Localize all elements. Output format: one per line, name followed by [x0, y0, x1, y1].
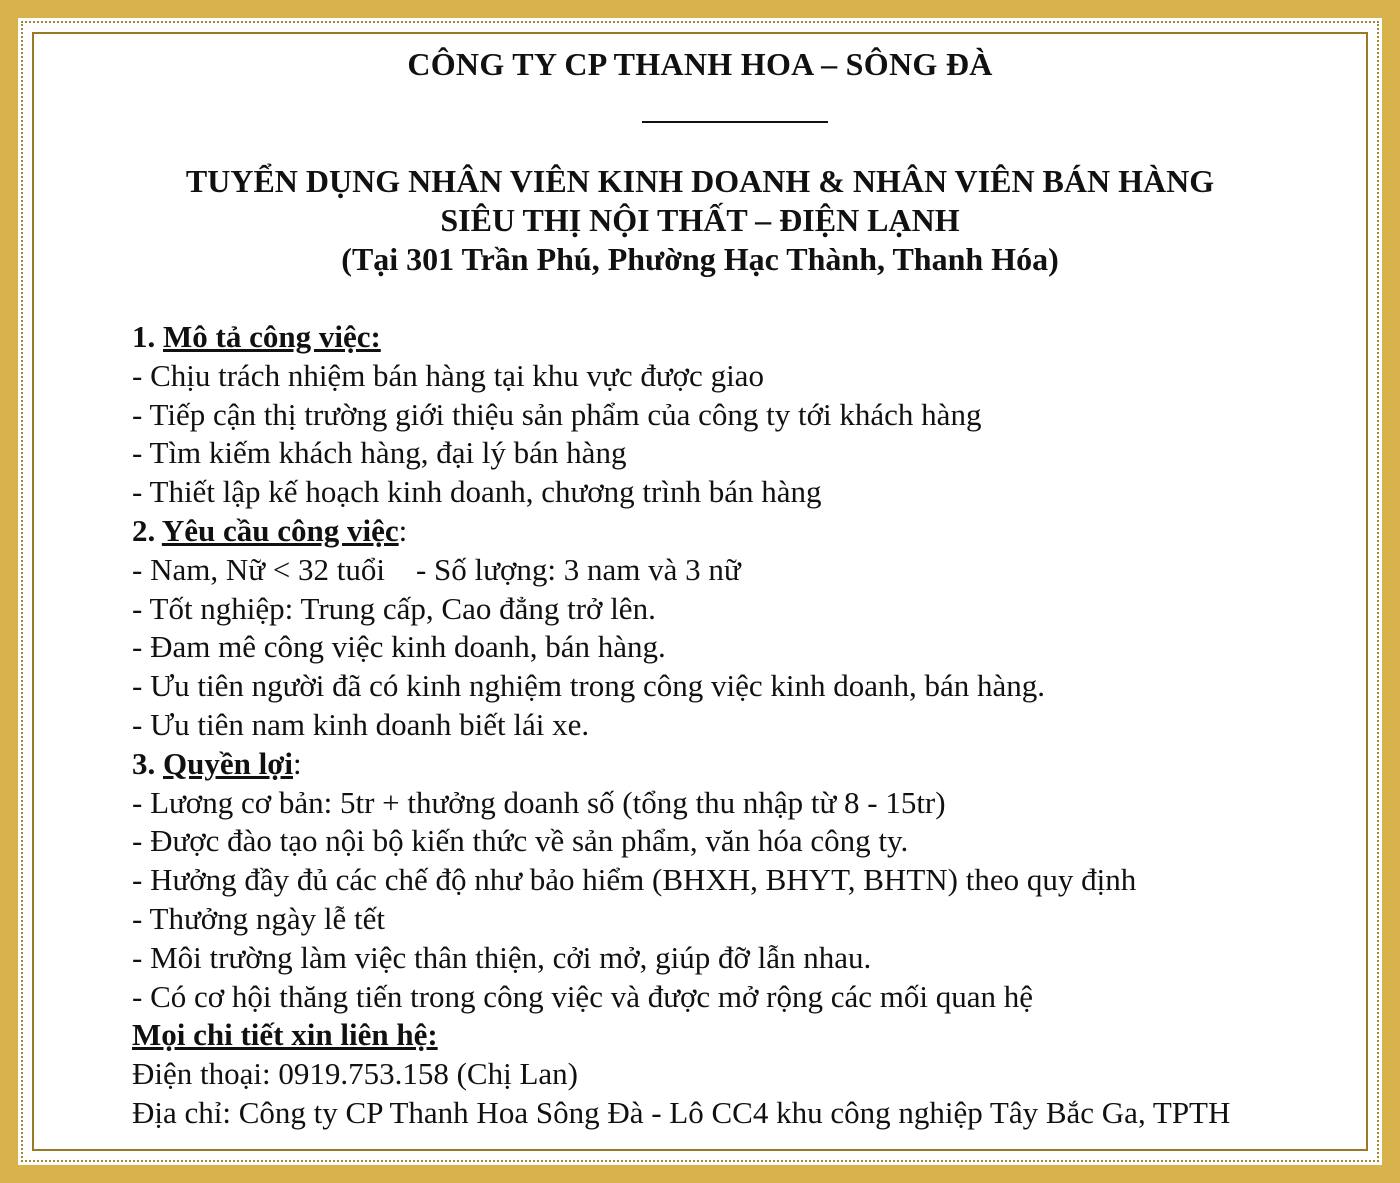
list-item: - Lương cơ bản: 5tr + thưởng doanh số (tổng thu nhập từ 8 - 15tr)	[132, 784, 946, 820]
section-number: 2.	[132, 512, 162, 548]
list-item: - Thưởng ngày lễ tết	[132, 900, 386, 936]
list-item: - Ưu tiên nam kinh doanh biết lái xe.	[132, 706, 590, 742]
section-number: 3.	[132, 745, 163, 781]
section-heading-job-description	[132, 318, 1372, 357]
list-item: - Ưu tiên người đã có kinh nghiệm trong công việc kinh doanh, bán hàng.	[132, 668, 1046, 704]
list-item: - Môi trường làm việc thân thiện, cởi mở, giúp đỡ lẫn nhau.	[132, 939, 872, 975]
title-divider	[642, 121, 828, 123]
recruitment-subtitle: SIÊU THỊ NỘI THẤT – ĐIỆN LẠNH	[440, 202, 960, 238]
list-item: - Tìm kiếm khách hàng, đại lý bán hàng	[132, 435, 627, 471]
contact-address: Địa chỉ: Công ty CP Thanh Hoa Sông Đà - Lô CC4 khu công nghiệp Tây Bắc Ga, TPTH	[132, 1094, 1231, 1130]
recruitment-title: TUYỂN DỤNG NHÂN VIÊN KINH DOANH & NHÂN VIÊN BÁN HÀNG	[185, 163, 1215, 199]
contact-heading: Mọi chi tiết xin liên hệ:	[132, 1017, 438, 1053]
section-suffix: :	[398, 512, 408, 548]
list-item: - Hưởng đầy đủ các chế độ như bảo hiểm (BHXH, BHYT, BHTN) theo quy định	[132, 862, 1137, 898]
section-suffix: :	[293, 745, 302, 781]
company-name: CÔNG TY CP THANH HOA – SÔNG ĐÀ	[407, 46, 993, 82]
section-title: Yêu cầu công việc	[161, 512, 399, 548]
list-item: - Đam mê công việc kinh doanh, bán hàng.	[132, 629, 666, 665]
contact-phone: Điện thoại: 0919.753.158 (Chị Lan)	[132, 1056, 578, 1092]
job-posting-body	[132, 318, 1372, 1133]
list-item: - Tốt nghiệp: Trung cấp, Cao đẳng trở lên.	[132, 590, 656, 626]
list-item: - Thiết lập kế hoạch kinh doanh, chương trình bán hàng	[132, 474, 822, 510]
section-title: Mô tả công việc:	[163, 319, 381, 354]
section-title: Quyền lợi	[163, 745, 293, 781]
recruitment-location: (Tại 301 Trần Phú, Phường Hạc Thành, Thanh Hóa)	[341, 241, 1059, 277]
section-heading-requirements	[132, 512, 1372, 551]
list-item: - Tiếp cận thị trường giới thiệu sản phẩm của công ty tới khách hàng	[132, 396, 982, 432]
list-item: - Có cơ hội thăng tiến trong công việc và được mở rộng các mối quan hệ	[132, 978, 1034, 1014]
section-number: 1.	[132, 319, 163, 354]
list-item: - Nam, Nữ < 32 tuổi - Số lượng: 3 nam và 3 nữ	[132, 551, 741, 587]
section-heading-benefits	[132, 745, 1372, 784]
list-item: - Chịu trách nhiệm bán hàng tại khu vực được giao	[132, 357, 764, 393]
list-item: - Được đào tạo nội bộ kiến thức về sản phẩm, văn hóa công ty.	[132, 823, 909, 859]
